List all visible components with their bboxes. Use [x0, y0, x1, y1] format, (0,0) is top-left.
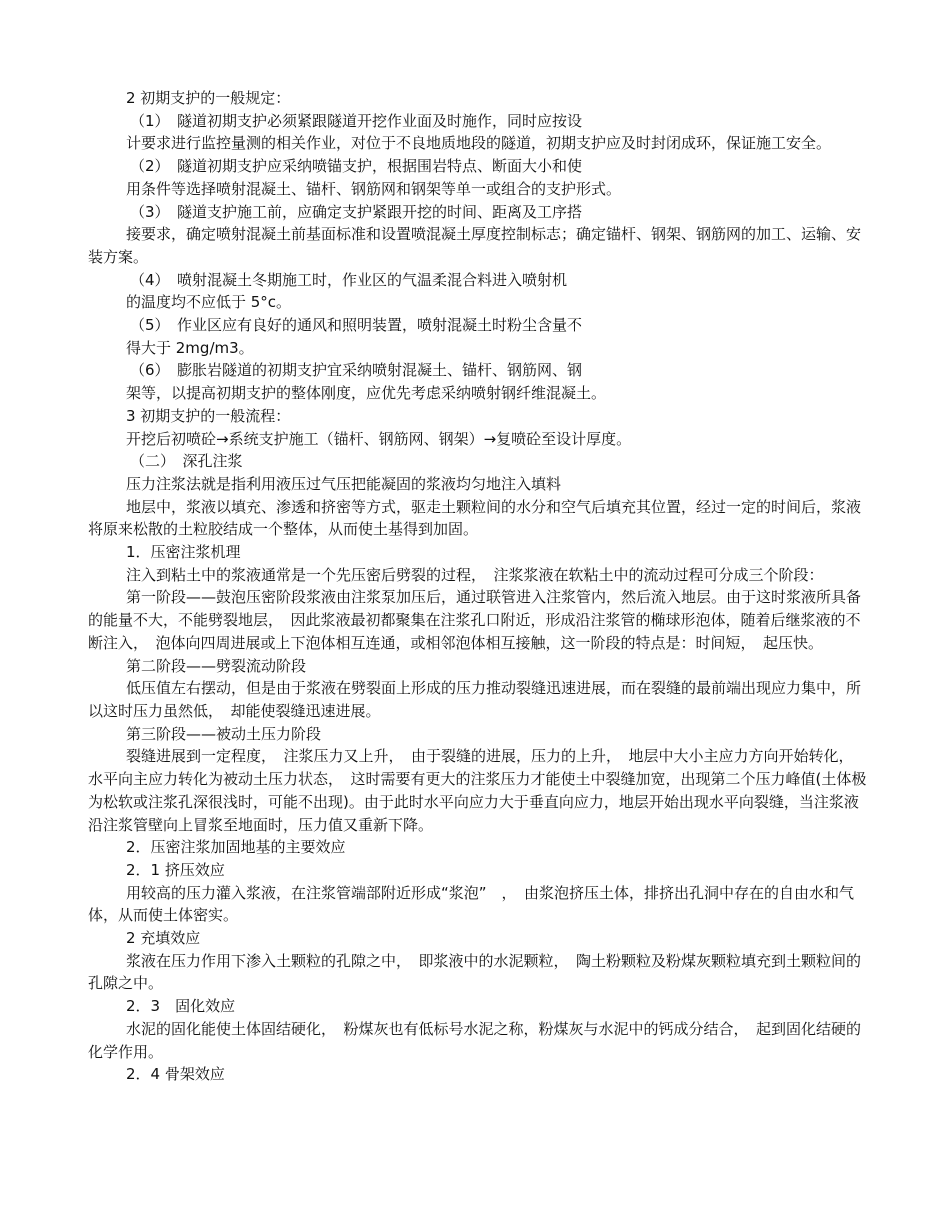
paragraph: 用较高的压力灌入浆液，在注浆管端部附近形成“浆泡” ， 由浆泡挤压土体，排挤出孔洞中存在的自由水和气体，从而使土体密实。 [88, 883, 855, 925]
list-item: （6） 膨胀岩隧道的初期支护宜采纳喷射混凝土、锚杆、钢筋网、钢 [130, 361, 583, 380]
list-item: （3） 隧道支护施工前，应确定支护紧跟开挖的时间、距离及工序搭 [130, 202, 583, 221]
paragraph: 第一阶段——鼓泡压密阶段浆液由注浆泵加压后，通过联管进入注浆管内，然后流入地层。由于这时浆液所具备的能量不大，不能劈裂地层， 因此浆液最初都聚集在注浆孔口附近，形成沿注浆管的椭球形泡体，随着后继浆液的不断注入， 泡体向四周进展或上下泡体相互连通，或相邻泡体相互接触，这一阶段的特点是：时间短， 起压快。 [88, 588, 862, 652]
section-heading: 2．1 挤压效应 [126, 860, 225, 879]
paragraph: 的温度均不应低于 5°c。 [126, 293, 292, 312]
paragraph: 注入到粘土中的浆液通常是一个先压密后劈裂的过程， 注浆浆液在软粘土中的流动过程可分成三个阶段： [126, 565, 824, 584]
section-heading: 2．3 固化效应 [126, 997, 236, 1016]
paragraph: 计要求进行监控量测的相关作业，对位于不良地质地段的隧道，初期支护应及时封闭成环，保证施工安全。 [126, 134, 832, 153]
section-heading: 2．压密注浆加固地基的主要效应 [126, 838, 346, 857]
section-heading: 2 充填效应 [126, 929, 201, 948]
section-heading: （二） 深孔注浆 [130, 452, 243, 471]
paragraph: 接要求，确定喷射混凝土前基面标准和设置喷混凝土厚度控制标志；确定锚杆、钢架、钢筋网的加工、运输、安装方案。 [88, 225, 862, 266]
section-heading: 第三阶段——被动土压力阶段 [126, 724, 322, 743]
section-heading: 2 初期支护的一般规定： [126, 89, 291, 107]
section-heading: 3 初期支护的一般流程： [126, 406, 291, 425]
list-item: （1） 隧道初期支护必须紧跟隧道开挖作业面及时施作，同时应按设 [130, 111, 583, 130]
list-item: （5） 作业区应有良好的通风和照明装置，喷射混凝土时粉尘含量不 [130, 316, 583, 335]
paragraph: 得大于 2mg/m3。 [126, 338, 254, 357]
paragraph: 裂缝进展到一定程度， 注浆压力又上升， 由于裂缝的进展，压力的上升， 地层中大小主应力方向开始转化， 水平向主应力转化为被动土压力状态， 这时需要有更大的注浆压力才能使土中裂缝加宽，出现第二个压力峰值(土体极为松软或注浆孔深很浅时，可能不出现)。由于此时水平向应力大于垂直向应力，地层开始出现水平向裂缝，当注浆液沿注浆管壁向上冒浆至地面时，压力值又重新下降。 [88, 747, 867, 834]
paragraph: 用条件等选择喷射混凝土、锚杆、钢筋网和钢架等单一或组合的支护形式。 [126, 179, 622, 198]
paragraph: 低压值左右摆动，但是由于浆液在劈裂面上形成的压力推动裂缝迅速进展，而在裂缝的最前端出现应力集中，所以这时压力虽然低， 却能使裂缝迅速进展。 [88, 679, 862, 720]
list-item: （2） 隧道初期支护应采纳喷锚支护，根据围岩特点、断面大小和使 [130, 157, 583, 176]
paragraph: 开挖后初喷砼→系统支护施工（锚杆、钢筋网、钢架）→复喷砼至设计厚度。 [126, 429, 632, 448]
paragraph: 浆液在压力作用下渗入土颗粒的孔隙之中， 即浆液中的水泥颗粒， 陶土粉颗粒及粉煤灰颗粒填充到土颗粒间的孔隙之中。 [88, 951, 862, 993]
paragraph: 压力注浆法就是指利用液压过气压把能凝固的浆液均匀地注入填料 [126, 474, 562, 493]
paragraph: 地层中，浆液以填充、渗透和挤密等方式，驱走土颗粒间的水分和空气后填充其位置，经过一定的时间后，浆液将原来松散的土粒胶结成一个整体，从而使土基得到加固。 [88, 497, 862, 539]
list-item: （4） 喷射混凝土冬期施工时，作业区的气温柔混合料进入喷射机 [130, 270, 568, 289]
section-heading: 第二阶段——劈裂流动阶段 [126, 656, 307, 675]
document-body [88, 87, 868, 1086]
section-heading: 1．压密注浆机理 [126, 543, 241, 562]
paragraph: 架等，以提高初期支护的整体刚度，应优先考虑采纳喷射钢纤维混凝土。 [126, 384, 607, 403]
paragraph: 水泥的固化能使土体固结硬化， 粉煤灰也有低标号水泥之称，粉煤灰与水泥中的钙成分结合， 起到固化结硬的化学作用。 [88, 1019, 862, 1061]
section-heading: 2．4 骨架效应 [126, 1065, 225, 1084]
